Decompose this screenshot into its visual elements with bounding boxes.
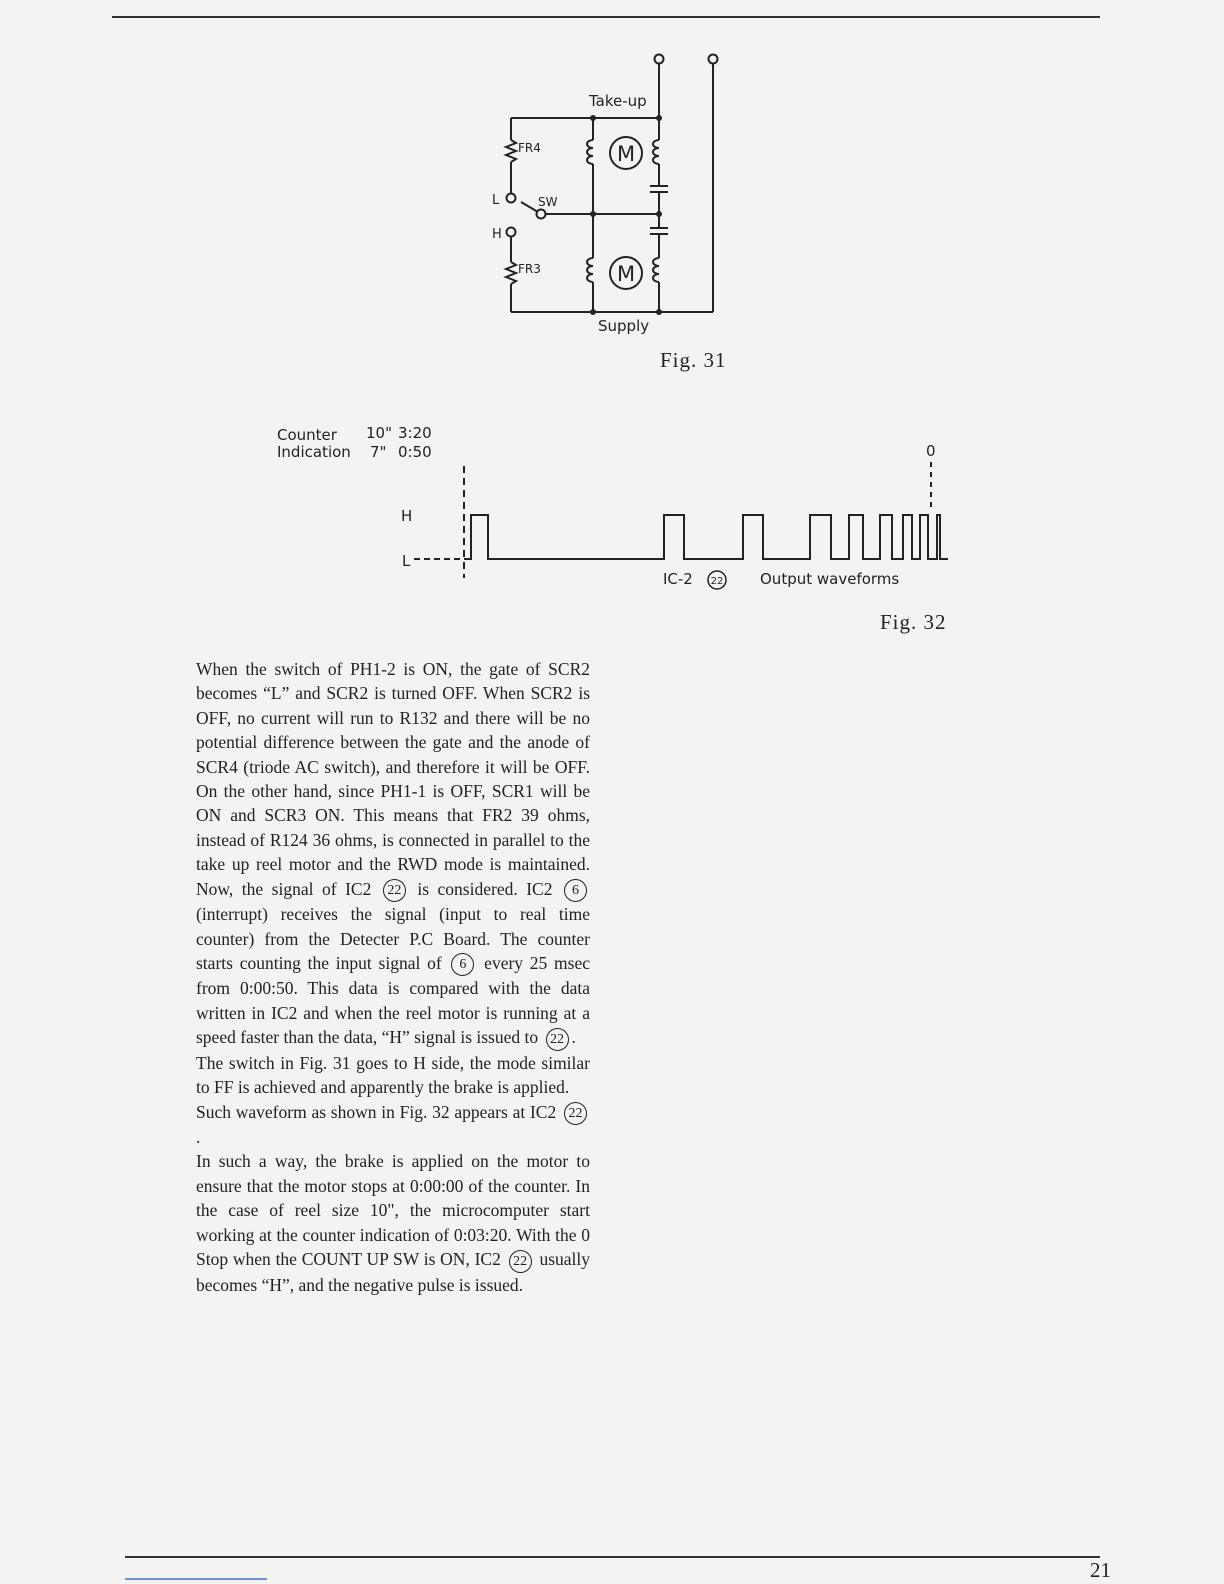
time-7-label: 0:50: [398, 443, 432, 461]
circuit-diagram: [0, 0, 1224, 700]
pin-22-badge: 22: [564, 1102, 587, 1125]
paragraph-2: The switch in Fig. 31 goes to H side, the mode similar to FF is achieved and apparently the brake is applied.: [196, 1052, 590, 1098]
output-waveform: [464, 515, 948, 559]
pin-6-badge: 6: [451, 953, 474, 976]
pin-22-badge: 22: [546, 1028, 569, 1051]
indication-label: Indication: [277, 443, 351, 461]
take-up-coil-right: [653, 140, 659, 164]
low-level-label: L: [402, 552, 411, 570]
pin-22-badge: 22: [383, 879, 406, 902]
terminal-right: [709, 55, 718, 64]
switch-l-label: L: [492, 193, 500, 208]
take-up-label: Take-up: [589, 92, 647, 110]
take-up-coil-left: [587, 140, 593, 164]
figure-31-caption: Fig. 31: [660, 348, 727, 372]
ic2-label: IC-2: [663, 570, 693, 588]
switch-contact-h: [507, 228, 516, 237]
switch-pivot: [537, 210, 546, 219]
paragraph-4: In such a way, the brake is applied on the motor to ensure that the motor stops at 0:00:00 of the counter. In the case of reel size 10", the microcomputer start working at the counter indication of 0:03:20. With the 0 Stop when the COUNT UP SW is ON, IC2 22 usually becomes “H”, and the negative pulse is issued.: [196, 1151, 591, 1295]
size-10-label: 10": [366, 424, 392, 442]
pin-22-number: 22: [710, 576, 724, 587]
switch-h-label: H: [492, 227, 502, 242]
paragraph-3: Such waveform as shown in Fig. 32 appears at IC2 22.: [196, 1100, 590, 1150]
fr3-label: FR3: [518, 262, 541, 276]
paragraph-1: When the switch of PH1-2 is ON, the gate of SCR2 becomes “L” and SCR2 is turned OFF. When SCR2 is OFF, no current will run to R132 and there will be no potential difference between the gate and the anode of SCR4 (triode AC switch), and therefore it will be OFF. On the other hand, since PH1-1 is OFF, SCR1 will be ON and SCR3 ON. This means that FR2 39 ohms, instead of R124 36 ohms, is connected in parallel to the take up reel motor and the RWD mode is maintained. Now, the signal of IC2 22 is considered. IC2 6 (interrupt) receives the signal (input to real time counter) from the Detecter P.C Board. The counter starts counting the input signal of 6 every 25 msec from 0:00:50. This data is compared with the data written in IC2 and when the reel motor is running at a speed faster than the data, “H” signal is issued to 22 .: [196, 657, 590, 1051]
fr4-resistor: [506, 140, 516, 162]
output-waveforms-label: Output waveforms: [760, 570, 900, 588]
supply-coil-right: [653, 258, 659, 282]
terminal-left: [655, 55, 664, 64]
supply-label: Supply: [598, 317, 650, 335]
body-text: [196, 657, 590, 1297]
figure-32-caption: Fig. 32: [880, 610, 947, 634]
pin-6-badge: 6: [564, 879, 587, 902]
size-7-label: 7": [370, 443, 387, 461]
footer-link-underline: [125, 1578, 267, 1580]
switch-label: SW: [538, 195, 558, 209]
supply-motor-label: M: [616, 262, 636, 286]
pin-22-badge: 22: [509, 1250, 532, 1273]
page-number: 21: [1090, 1558, 1111, 1582]
supply-coil-left: [587, 258, 593, 282]
zero-label: 0: [926, 442, 936, 460]
bottom-rule: [125, 1556, 1100, 1558]
high-level-label: H: [401, 507, 413, 525]
take-up-motor-label: M: [616, 142, 636, 166]
fr3-resistor: [506, 262, 516, 284]
counter-label: Counter: [277, 426, 337, 444]
time-10-label: 3:20: [398, 424, 432, 442]
fr4-label: FR4: [518, 141, 541, 155]
switch-contact-l: [507, 194, 516, 203]
